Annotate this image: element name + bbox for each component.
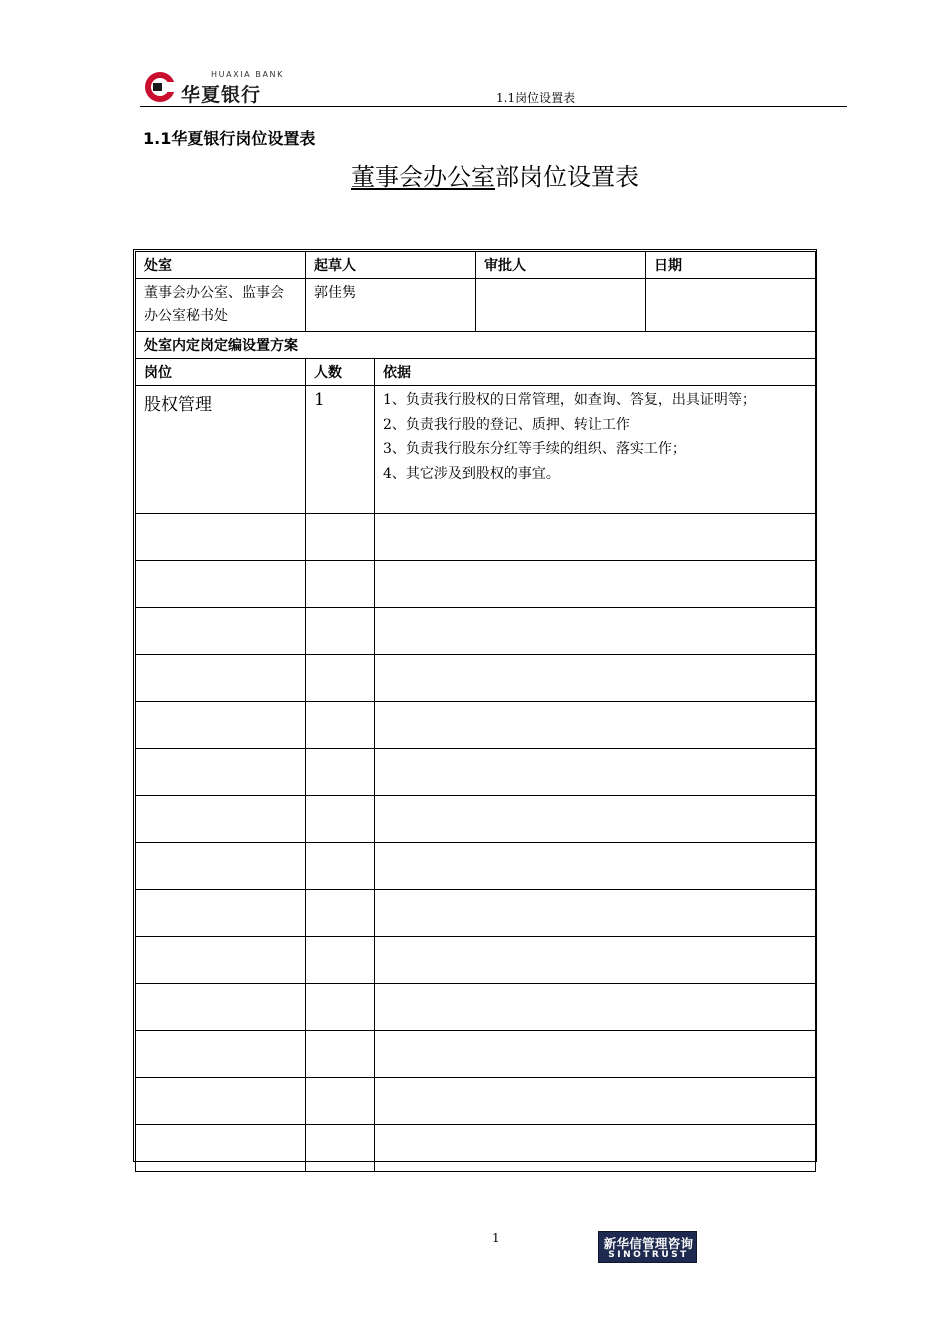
empty-post-cell: [136, 1078, 306, 1125]
huaxia-bank-emblem-icon: [143, 70, 177, 104]
empty-count-cell: [306, 608, 375, 655]
document-title: [0, 157, 950, 192]
logo-text-cn: 华夏银行: [181, 84, 262, 106]
empty-count-cell: [306, 655, 375, 702]
huaxia-bank-logo: [143, 68, 283, 108]
empty-post-cell: [136, 984, 306, 1031]
empty-post-row: [136, 984, 816, 1031]
empty-post-cell: [136, 1125, 306, 1172]
empty-post-cell: [136, 890, 306, 937]
info-approver: [476, 279, 646, 332]
info-date: [646, 279, 816, 332]
sinotrust-logo: [598, 1231, 697, 1263]
post-setting-table: [133, 249, 817, 1162]
empty-post-row: [136, 655, 816, 702]
empty-count-cell: [306, 843, 375, 890]
duty-item: 2、负责我行股的登记、质押、转让工作: [383, 416, 630, 433]
empty-count-cell: [306, 1078, 375, 1125]
empty-count-cell: [306, 1031, 375, 1078]
empty-count-cell: [306, 937, 375, 984]
empty-post-cell: [136, 561, 306, 608]
duty-item: 3、负责我行股东分红等手续的组织、落实工作；: [383, 441, 686, 457]
empty-post-row: [136, 937, 816, 984]
empty-post-cell: [136, 514, 306, 561]
empty-post-row: [136, 796, 816, 843]
empty-post-cell: [136, 937, 306, 984]
column-count: 人数: [306, 359, 375, 386]
empty-basis-cell: [375, 1031, 816, 1078]
duty-item: 4、其它涉及到股权的事宜。: [383, 465, 560, 482]
post-name: 股权管理: [136, 386, 306, 514]
column-basis: 依据: [375, 359, 816, 386]
info-office: 董事会办公室、监事会办公室秘书处: [136, 279, 306, 332]
form-table: [135, 251, 816, 332]
section-heading: 1.1华夏银行岗位设置表: [143, 129, 316, 148]
empty-basis-cell: [375, 1125, 816, 1172]
header-row: [136, 252, 816, 279]
header-date: 日期: [646, 252, 816, 279]
empty-post-row: [136, 843, 816, 890]
empty-count-cell: [306, 514, 375, 561]
empty-post-cell: [136, 608, 306, 655]
empty-post-cell: [136, 749, 306, 796]
empty-post-row: [136, 514, 816, 561]
empty-basis-cell: [375, 608, 816, 655]
plan-table: [135, 331, 816, 1172]
empty-post-row: [136, 890, 816, 937]
column-post: 岗位: [136, 359, 306, 386]
post-count: 1: [306, 386, 375, 514]
empty-basis-cell: [375, 796, 816, 843]
info-row: [136, 279, 816, 332]
empty-basis-cell: [375, 1078, 816, 1125]
empty-post-cell: [136, 843, 306, 890]
post-row: [136, 386, 816, 514]
header-divider: [140, 106, 847, 107]
empty-basis-cell: [375, 937, 816, 984]
page-number: 1: [492, 1231, 500, 1245]
sinotrust-logo-cn: 新华信管理咨询: [603, 1236, 694, 1251]
plan-row: [136, 332, 816, 359]
empty-post-row: [136, 1078, 816, 1125]
empty-post-cell: [136, 1031, 306, 1078]
plan-label: 处室内定岗定编设置方案: [136, 332, 816, 359]
empty-basis-cell: [375, 890, 816, 937]
empty-post-cell: [136, 655, 306, 702]
empty-post-row: [136, 608, 816, 655]
info-drafter: 郭佳隽: [306, 279, 476, 332]
empty-post-row: [136, 1031, 816, 1078]
empty-basis-cell: [375, 561, 816, 608]
empty-post-row: [136, 702, 816, 749]
empty-count-cell: [306, 984, 375, 1031]
empty-post-cell: [136, 796, 306, 843]
empty-basis-cell: [375, 984, 816, 1031]
empty-count-cell: [306, 796, 375, 843]
empty-post-row: [136, 561, 816, 608]
post-duties: [375, 386, 816, 514]
empty-count-cell: [306, 749, 375, 796]
title-department: 董事会办公室: [351, 163, 495, 191]
empty-basis-cell: [375, 702, 816, 749]
logo-text-en: HUAXIA BANK: [211, 70, 284, 79]
empty-basis-cell: [375, 749, 816, 796]
empty-basis-cell: [375, 514, 816, 561]
header-drafter: 起草人: [306, 252, 476, 279]
empty-post-row: [136, 749, 816, 796]
empty-count-cell: [306, 1125, 375, 1172]
empty-count-cell: [306, 561, 375, 608]
header-section-label: 1.1岗位设置表: [496, 91, 576, 105]
empty-count-cell: [306, 890, 375, 937]
sinotrust-logo-en: SINOTRUST: [608, 1250, 689, 1260]
empty-basis-cell: [375, 843, 816, 890]
empty-rows: [136, 514, 816, 1172]
title-suffix: 部岗位设置表: [495, 163, 639, 191]
empty-basis-cell: [375, 655, 816, 702]
empty-post-row: [136, 1125, 816, 1172]
duty-item: 1、负责我行股权的日常管理，如查询、答复，出具证明等；: [383, 392, 756, 408]
empty-count-cell: [306, 702, 375, 749]
header-office: 处室: [136, 252, 306, 279]
header-approver: 审批人: [476, 252, 646, 279]
empty-post-cell: [136, 702, 306, 749]
column-header-row: [136, 359, 816, 386]
